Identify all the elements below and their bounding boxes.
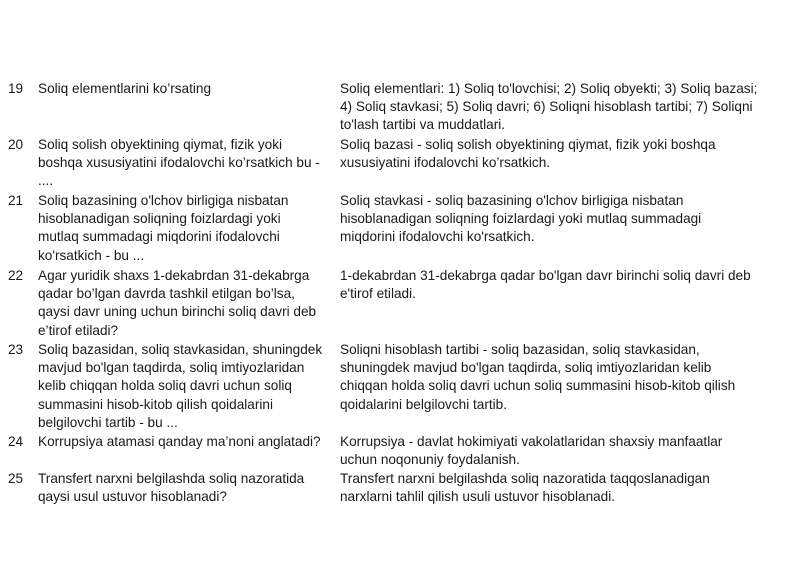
table-row — [0, 80, 800, 136]
question-text: Soliq elementlarini ko’rsating — [38, 81, 212, 96]
question-text: Soliq bazasidan, soliq stavkasidan, shuningdek mavjud bo'lgan taqdirda, soliq imtiyozlaridan kelib chiqqan holda soliq davri uchun soliq summasini hisob-kitob qilish qoidalarini belgilovchi tartib - bu ... — [38, 342, 323, 430]
row-number: 20 — [8, 137, 24, 152]
row-number: 23 — [8, 342, 24, 357]
row-number: 25 — [8, 471, 24, 486]
table-row — [0, 470, 800, 510]
answer-text: Transfert narxni belgilashda soliq nazoratida taqqoslanadigan narxlarni tahlil qilish usuli ustuvor hisoblanadi. — [340, 471, 710, 505]
table-row — [0, 136, 800, 192]
question-text: Korrupsiya atamasi qanday ma’noni anglatadi? — [38, 434, 321, 449]
table-row — [0, 433, 800, 470]
row-number: 19 — [8, 81, 24, 96]
answer-text: 1-dekabrdan 31-dekabrga qadar bo'lgan davr birinchi soliq davri deb e'tirof etiladi. — [340, 268, 751, 302]
answer-text: Soliqni hisoblash tartibi - soliq bazasidan, soliq stavkasidan, shuningdek mavjud bo'lgan taqdirda, soliq imtiyozlaridan kelib chiqqan holda soliq davri uchun soliq summasini hisob-kitob qilish qoidalarini belgilovchi tartib. — [340, 342, 736, 412]
answer-text: Soliq bazasi - soliq solish obyektining qiymat, fizik yoki boshqa xususiyatini ifodalovchi ko’rsatkich. — [340, 137, 716, 171]
answer-text: Korrupsiya - davlat hokimiyati vakolatlaridan shaxsiy manfaatlar uchun noqonuniy foydalanish. — [340, 434, 723, 468]
table-row — [0, 341, 800, 433]
table-row — [0, 192, 800, 267]
table-row — [0, 267, 800, 341]
answer-text: Soliq stavkasi - soliq bazasining o'lchov birligiga nisbatan hisoblanadigan soliqning foizlardagi yoki mutlaq summadagi miqdorini ifodalovchi ko'rsatkich. — [340, 193, 702, 245]
question-text: Agar yuridik shaxs 1-dekabrdan 31-dekabrga qadar bo’lgan davrda tashkil etilgan bo’lsa, qaysi davr uning uchun birinchi soliq davri deb e’tirof etiladi? — [38, 268, 317, 338]
question-text: Transfert narxni belgilashda soliq nazoratida qaysi usul ustuvor hisoblanadi? — [38, 471, 305, 505]
question-text: Soliq solish obyektining qiymat, fizik yoki boshqa xususiyatini ifodalovchi ko’rsatkich bu - .... — [38, 137, 320, 189]
qa-table — [0, 80, 800, 510]
answer-text: Soliq elementlari: 1) Soliq to'lovchisi; 2) Soliq obyekti; 3) Soliq bazasi; 4) Soliq stavkasi; 5) Soliq davri; 6) Soliqni hisoblash tartibi; 7) Soliqni to'lash tartibi va muddatlari. — [340, 81, 758, 133]
row-number: 24 — [8, 434, 24, 449]
question-text: Soliq bazasining o'lchov birligiga nisbatan hisoblanadigan soliqning foizlardagi yoki mutlaq summadagi miqdorini ifodalovchi ko'rsatkich - bu ... — [38, 193, 289, 263]
row-number: 22 — [8, 268, 24, 283]
row-number: 21 — [8, 193, 24, 208]
